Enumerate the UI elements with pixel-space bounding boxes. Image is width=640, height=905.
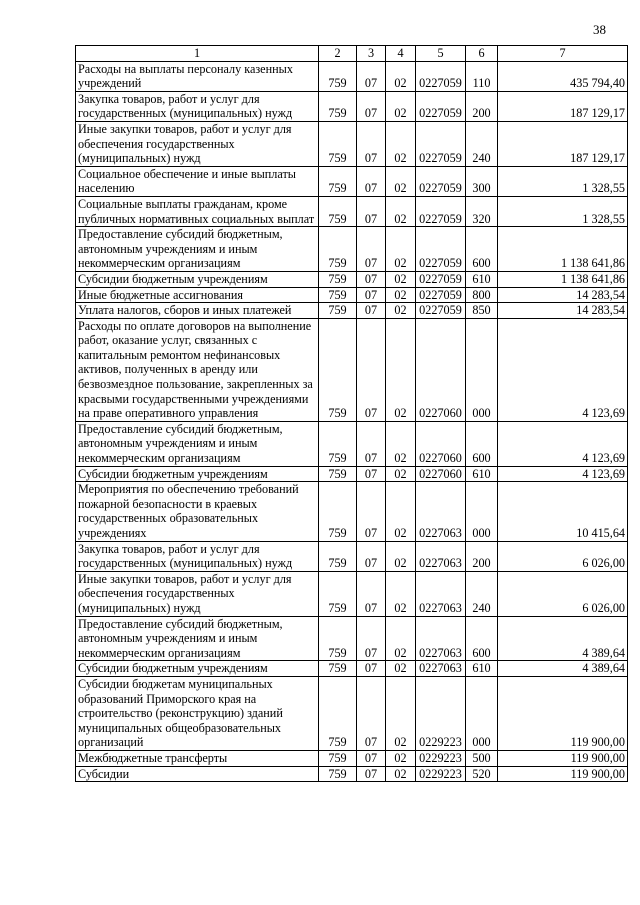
amount-cell: 6 026,00 [498,541,628,571]
target-article-cell: 0227063 [416,616,466,661]
table-row [76,318,628,421]
table-row [76,482,628,541]
subsection-cell: 02 [386,766,416,782]
section-cell: 07 [357,287,386,303]
target-article-cell: 0227059 [416,287,466,303]
section-cell: 07 [357,227,386,272]
table-row [76,91,628,121]
target-article-cell: 0227059 [416,61,466,91]
row-name-cell: Социальное обеспечение и иные выплаты населению [76,166,319,196]
expense-type-cell: 600 [466,227,498,272]
section-cell: 07 [357,571,386,616]
header-cell: 6 [466,46,498,62]
row-name-cell: Закупка товаров, работ и услуг для государственных (муниципальных) нужд [76,91,319,121]
section-cell: 07 [357,661,386,677]
header-row [76,46,628,62]
target-article-cell: 0227059 [416,227,466,272]
expense-type-cell: 600 [466,616,498,661]
amount-cell: 1 138 641,86 [498,227,628,272]
budget-table [75,45,628,782]
section-cell: 07 [357,121,386,166]
subsection-cell: 02 [386,227,416,272]
target-article-cell: 0229223 [416,766,466,782]
subsection-cell: 02 [386,303,416,319]
amount-cell: 14 283,54 [498,303,628,319]
table-row [76,421,628,466]
subsection-cell: 02 [386,121,416,166]
target-article-cell: 0227060 [416,318,466,421]
table-row [76,616,628,661]
amount-cell: 4 123,69 [498,318,628,421]
expense-type-cell: 000 [466,318,498,421]
code-cell: 759 [319,766,357,782]
code-cell: 759 [319,750,357,766]
page-number: 38 [593,22,606,37]
expense-type-cell: 320 [466,196,498,226]
subsection-cell: 02 [386,287,416,303]
code-cell: 759 [319,227,357,272]
target-article-cell: 0227059 [416,303,466,319]
section-cell: 07 [357,466,386,482]
code-cell: 759 [319,466,357,482]
target-article-cell: 0227059 [416,121,466,166]
target-article-cell: 0229223 [416,750,466,766]
section-cell: 07 [357,482,386,541]
row-name-cell: Субсидии бюджетным учреждениям [76,466,319,482]
subsection-cell: 02 [386,466,416,482]
row-name-cell: Предоставление субсидий бюджетным, автономным учреждениям и иным некоммерческим организациям [76,421,319,466]
subsection-cell: 02 [386,616,416,661]
expense-type-cell: 300 [466,166,498,196]
table-row [76,121,628,166]
amount-cell: 4 123,69 [498,466,628,482]
expense-type-cell: 200 [466,91,498,121]
expense-type-cell: 240 [466,121,498,166]
section-cell: 07 [357,91,386,121]
section-cell: 07 [357,421,386,466]
table-row [76,661,628,677]
row-name-cell: Межбюджетные трансферты [76,750,319,766]
code-cell: 759 [319,482,357,541]
expense-type-cell: 610 [466,661,498,677]
code-cell: 759 [319,661,357,677]
amount-cell: 14 283,54 [498,287,628,303]
subsection-cell: 02 [386,571,416,616]
amount-cell: 1 328,55 [498,166,628,196]
code-cell: 759 [319,616,357,661]
subsection-cell: 02 [386,661,416,677]
code-cell: 759 [319,541,357,571]
code-cell: 759 [319,421,357,466]
expense-type-cell: 610 [466,271,498,287]
subsection-cell: 02 [386,676,416,750]
row-name-cell: Иные закупки товаров, работ и услуг для обеспечения государственных (муниципальных) нужд [76,121,319,166]
subsection-cell: 02 [386,482,416,541]
section-cell: 07 [357,766,386,782]
amount-cell: 1 328,55 [498,196,628,226]
section-cell: 07 [357,303,386,319]
table-row [76,571,628,616]
section-cell: 07 [357,616,386,661]
section-cell: 07 [357,166,386,196]
code-cell: 759 [319,303,357,319]
header-cell: 2 [319,46,357,62]
row-name-cell: Субсидии бюджетным учреждениям [76,271,319,287]
section-cell: 07 [357,676,386,750]
row-name-cell: Закупка товаров, работ и услуг для государственных (муниципальных) нужд [76,541,319,571]
amount-cell: 4 389,64 [498,616,628,661]
table-row [76,61,628,91]
table-row [76,303,628,319]
expense-type-cell: 110 [466,61,498,91]
code-cell: 759 [319,676,357,750]
code-cell: 759 [319,571,357,616]
subsection-cell: 02 [386,318,416,421]
amount-cell: 6 026,00 [498,571,628,616]
section-cell: 07 [357,61,386,91]
target-article-cell: 0227059 [416,91,466,121]
header-cell: 1 [76,46,319,62]
subsection-cell: 02 [386,196,416,226]
amount-cell: 4 389,64 [498,661,628,677]
code-cell: 759 [319,166,357,196]
amount-cell: 1 138 641,86 [498,271,628,287]
target-article-cell: 0227060 [416,466,466,482]
table-row [76,166,628,196]
subsection-cell: 02 [386,91,416,121]
target-article-cell: 0227063 [416,541,466,571]
amount-cell: 4 123,69 [498,421,628,466]
amount-cell: 119 900,00 [498,750,628,766]
row-name-cell: Расходы на выплаты персоналу казенных учреждений [76,61,319,91]
table-row [76,766,628,782]
code-cell: 759 [319,271,357,287]
target-article-cell: 0227063 [416,571,466,616]
section-cell: 07 [357,750,386,766]
target-article-cell: 0227059 [416,196,466,226]
header-cell: 4 [386,46,416,62]
code-cell: 759 [319,287,357,303]
target-article-cell: 0227063 [416,482,466,541]
header-cell: 5 [416,46,466,62]
code-cell: 759 [319,91,357,121]
row-name-cell: Социальные выплаты гражданам, кроме публичных нормативных социальных выплат [76,196,319,226]
expense-type-cell: 000 [466,482,498,541]
expense-type-cell: 850 [466,303,498,319]
expense-type-cell: 500 [466,750,498,766]
row-name-cell: Субсидии [76,766,319,782]
row-name-cell: Предоставление субсидий бюджетным, автономным учреждениям и иным некоммерческим организациям [76,227,319,272]
amount-cell: 119 900,00 [498,676,628,750]
table-row [76,541,628,571]
code-cell: 759 [319,318,357,421]
section-cell: 07 [357,541,386,571]
table-row [76,676,628,750]
amount-cell: 187 129,17 [498,91,628,121]
subsection-cell: 02 [386,750,416,766]
subsection-cell: 02 [386,271,416,287]
table-row [76,271,628,287]
target-article-cell: 0227059 [416,271,466,287]
table-row [76,287,628,303]
subsection-cell: 02 [386,541,416,571]
section-cell: 07 [357,318,386,421]
row-name-cell: Субсидии бюджетам муниципальных образований Приморского края на строительство (реконструкцию) зданий муниципальных общеобразовательных организаций [76,676,319,750]
amount-cell: 435 794,40 [498,61,628,91]
subsection-cell: 02 [386,166,416,196]
target-article-cell: 0229223 [416,676,466,750]
section-cell: 07 [357,196,386,226]
amount-cell: 119 900,00 [498,766,628,782]
amount-cell: 10 415,64 [498,482,628,541]
expense-type-cell: 240 [466,571,498,616]
table-row [76,227,628,272]
row-name-cell: Расходы по оплате договоров на выполнение работ, оказание услуг, связанных с капитальным ремонтом нефинансовых активов, полученных в аренду или безвозмездное пользование, закрепленных за красвыми государственными учреждениями на праве оперативного управления [76,318,319,421]
row-name-cell: Предоставление субсидий бюджетным, автономным учреждениям и иным некоммерческим организациям [76,616,319,661]
table-row [76,750,628,766]
table-row [76,466,628,482]
row-name-cell: Уплата налогов, сборов и иных платежей [76,303,319,319]
header-cell: 7 [498,46,628,62]
code-cell: 759 [319,121,357,166]
row-name-cell: Иные закупки товаров, работ и услуг для обеспечения государственных (муниципальных) нужд [76,571,319,616]
code-cell: 759 [319,61,357,91]
row-name-cell: Мероприятия по обеспечению требований пожарной безопасности в краевых государственных образовательных учреждениях [76,482,319,541]
expense-type-cell: 610 [466,466,498,482]
table-row [76,196,628,226]
expense-type-cell: 600 [466,421,498,466]
row-name-cell: Иные бюджетные ассигнования [76,287,319,303]
amount-cell: 187 129,17 [498,121,628,166]
subsection-cell: 02 [386,421,416,466]
target-article-cell: 0227063 [416,661,466,677]
row-name-cell: Субсидии бюджетным учреждениям [76,661,319,677]
expense-type-cell: 200 [466,541,498,571]
expense-type-cell: 520 [466,766,498,782]
section-cell: 07 [357,271,386,287]
code-cell: 759 [319,196,357,226]
subsection-cell: 02 [386,61,416,91]
header-cell: 3 [357,46,386,62]
expense-type-cell: 800 [466,287,498,303]
target-article-cell: 0227060 [416,421,466,466]
target-article-cell: 0227059 [416,166,466,196]
expense-type-cell: 000 [466,676,498,750]
